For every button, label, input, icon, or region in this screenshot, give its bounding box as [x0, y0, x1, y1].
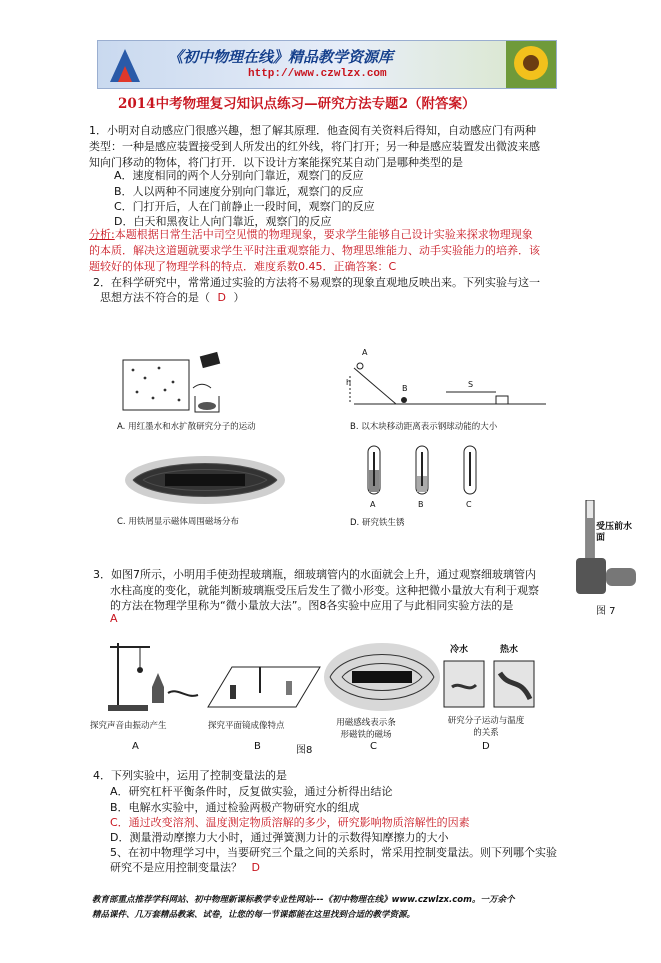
fig-d-tube-a: A — [370, 500, 376, 509]
q1-line-1: 1．小明对自动感应门很感兴趣，想了解其原理．他查阅有关资料后得知，自动感应门有两种 — [89, 124, 536, 137]
fig8-cold-water: 冷水 — [450, 645, 469, 655]
fig8-letter-a: A — [132, 741, 139, 752]
fig8-letter-d: D — [482, 741, 490, 752]
fig8-hot-water: 热水 — [500, 645, 519, 655]
q5-line-2 — [110, 860, 260, 876]
q3-line-3: 的方法在物理学里称为“微小量放大法”。图8各实验中应用了与此相同实验方法的是 — [110, 599, 514, 612]
fig-b-label-h: h — [346, 378, 352, 387]
ink-diffusion-diagram — [115, 348, 333, 418]
fig8-letter-b: B — [254, 741, 261, 752]
q4-option-c: C．通过改变溶剂、温度测定物质溶解的多少，研究影响物质溶解性的因素 — [110, 816, 470, 829]
test-tubes-rust-diagram — [346, 440, 566, 500]
q2-caption-c: C. 用铁屑显示磁体周围磁场分布 — [117, 517, 239, 527]
fig7-label: 受压前水面 — [596, 522, 633, 543]
q1-analysis-text-1: 本题根据日常生活中司空见惯的物理现象，要求学生能够自己设计实验来探求物理现象 — [114, 228, 533, 241]
q2-caption-a: A. 用红墨水和水扩散研究分子的运动 — [117, 422, 256, 432]
fig8-letter-c: C — [370, 741, 377, 752]
site-logo-icon — [106, 46, 144, 84]
fig-d-tube-c: C — [466, 500, 472, 509]
figure-8 — [90, 637, 550, 755]
q2-caption-d: D. 研究铁生锈 — [350, 518, 405, 528]
iron-filings-magnet-diagram — [115, 452, 335, 508]
q2-figure-b — [346, 348, 566, 436]
q1-option-b: B．人以两种不同速度分别向门靠近，观察门的反应 — [114, 185, 364, 198]
squeezed-bottle-diagram — [572, 500, 642, 600]
q2-figure-a — [115, 348, 333, 436]
fig8-caption-a: 探究声音由振动产生 — [90, 721, 167, 731]
banner-title: 《初中物理在线》精品教学资源库 — [168, 48, 394, 66]
q1-option-d: D．白天和黑夜让人向门靠近，观察门的反应 — [114, 215, 332, 228]
sunflower-icon — [506, 41, 556, 88]
fig8-caption-c: 用磁感线表示条形磁铁的磁场 — [336, 718, 396, 740]
figure-8-drawings — [90, 637, 550, 717]
q1-analysis-line-2: 的本质．解决这道题就要求学生平时注重观察能力、物理思维能力、动手实验能力的培养．该 — [89, 244, 540, 257]
q2-figure-d — [346, 440, 566, 532]
q5-stem-end: 研究不是应用控制变量法？ — [110, 861, 242, 874]
q2-stem-end: 思想方法不符合的是（ — [100, 291, 210, 304]
fig-b-label-s: S — [468, 380, 474, 389]
q1-analysis-label: 分析: — [89, 228, 115, 241]
q5-line-1: 5、在初中物理学习中，当要研究三个量之间的关系时，常采用控制变量法。则下列哪个实验 — [110, 846, 557, 859]
q4-stem: 4．下列实验中，运用了控制变量法的是 — [93, 769, 287, 782]
footer-line-1: 教育部重点推荐学科网站、初中物理新课标教学专业性网站---《初中物理在线》www.czwlzx.com。一万余个 — [92, 895, 515, 905]
fig8-label: 图8 — [296, 745, 313, 756]
fig8-caption-b: 探究平面镜成像特点 — [208, 721, 285, 731]
beakers-drawing — [444, 661, 534, 707]
tuning-fork-drawing — [108, 643, 198, 711]
q4-option-a: A．研究杠杆平衡条件时，反复做实验，通过分析得出结论 — [110, 785, 393, 798]
q3-line-2: 水柱高度的变化，就能判断玻璃瓶受压后发生了微小形变。这种把微小量放大有利于观察 — [110, 584, 539, 597]
fig8-caption-d: 研究分子运动与温度的关系 — [447, 716, 525, 738]
q3-line-1: 3．如图7所示，小明用手使劲捏玻璃瓶，细玻璃管内的水面就会上升，通过观察细玻璃管内 — [93, 568, 536, 581]
fig-b-label-a: A — [362, 348, 368, 357]
q2-stem-close: ） — [233, 291, 245, 304]
plane-mirror-drawing — [208, 667, 320, 707]
q1-option-a: A．速度相同的两个人分别向门靠近，观察门的反应 — [114, 169, 364, 182]
q1-line-2: 类型：一种是感应装置接受到人所发出的红外线，将门打开；另一种是感应装置发出微波来感 — [89, 140, 540, 153]
bar-magnet-field-drawing — [324, 643, 440, 711]
fig7-caption: 图 7 — [596, 606, 616, 617]
ramp-ball-diagram — [346, 348, 566, 418]
q2-line-2 — [100, 290, 244, 306]
q1-analysis-line-3: 题较好的体现了物理学科的特点．难度系数0.45．正确答案：C — [89, 260, 397, 273]
banner-url[interactable]: http://www.czwlzx.com — [248, 68, 387, 80]
q1-option-c: C．门打开后，人在门前静止一段时间，观察门的反应 — [114, 200, 375, 213]
q3-answer: A — [110, 612, 118, 625]
footer-line-2: 精品课件、几万套精品教案、试卷，让您的每一节课都能在这里找到合适的教学资源。 — [92, 910, 416, 920]
q2-answer: D — [217, 291, 226, 304]
header-banner — [97, 40, 557, 89]
q4-option-d: D．测量滑动摩擦力大小时，通过弹簧测力计的示数得知摩擦力的大小 — [110, 831, 449, 844]
fig-d-tube-b: B — [418, 500, 424, 509]
q1-line-3: 知向门移动的物体，将门打开．以下设计方案能探究某自动门是哪种类型的是 — [89, 156, 463, 169]
figure-7 — [572, 500, 642, 618]
q2-line-1: 2．在科学研究中，常常通过实验的方法将不易观察的现象直观地反映出来。下列实验与这一 — [93, 276, 540, 289]
q5-answer: D — [251, 861, 260, 874]
q2-caption-b: B. 以木块移动距离表示钢球动能的大小 — [350, 422, 498, 432]
q4-option-b: B．电解水实验中，通过检验两极产物研究水的组成 — [110, 801, 360, 814]
q1-analysis-line-1 — [89, 227, 533, 243]
q2-figure-c — [115, 452, 335, 532]
fig-b-label-b: B — [402, 384, 408, 393]
page-title: 2014中考物理复习知识点练习—研究方法专题2（附答案） — [118, 96, 476, 112]
